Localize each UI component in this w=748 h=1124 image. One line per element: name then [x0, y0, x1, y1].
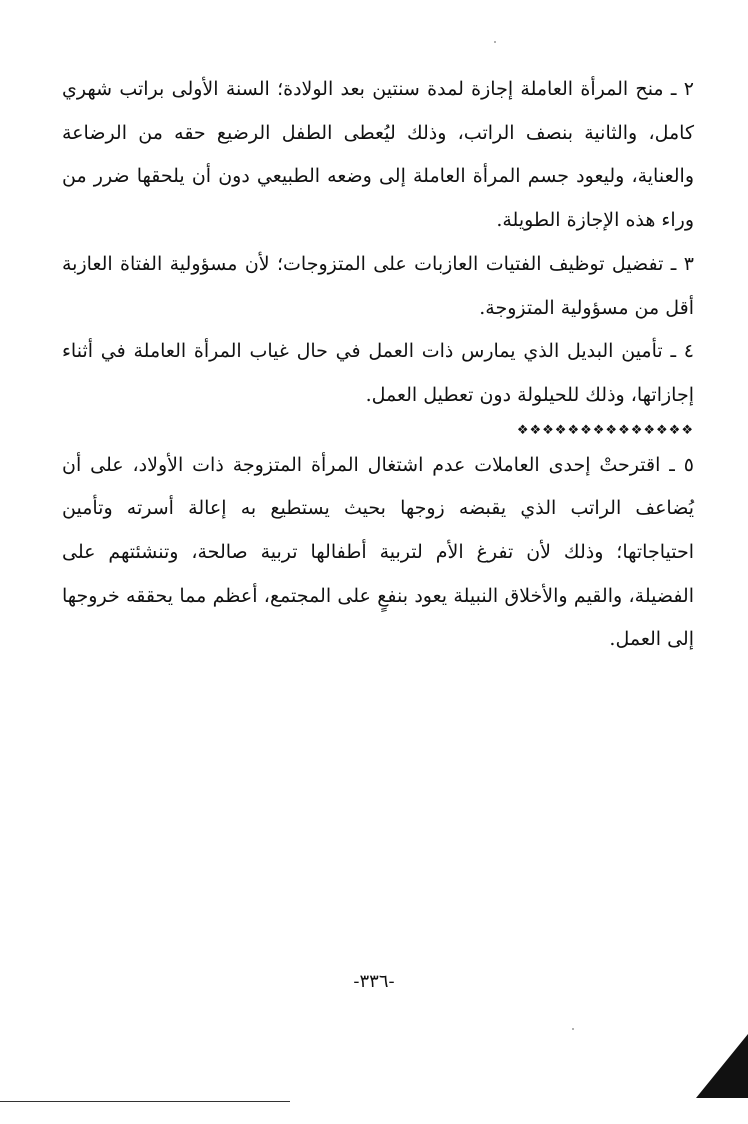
scan-speck: [494, 41, 496, 43]
corner-triangle-mark: [696, 1034, 748, 1098]
paragraph-4: ٤ ـ تأمين البديل الذي يمارس ذات العمل في حال غياب المرأة العاملة في أثناء إجازاتها، وذلك للحيلولة دون تعطيل العمل.: [62, 340, 694, 406]
bottom-rule: [0, 1101, 290, 1102]
section-separator: ❖❖❖❖❖❖❖❖❖❖❖❖❖❖: [516, 422, 694, 438]
paragraph-3: ٣ ـ تفضيل توظيف الفتيات العازبات على المتزوجات؛ لأن مسؤولية الفتاة العازبة أقل من مسؤولية المتزوجة.: [62, 252, 694, 319]
paragraph-2: ٢ ـ منح المرأة العاملة إجازة لمدة سنتين بعد الولادة؛ السنة الأولى براتب شهري كامل، والثانية بنصف الراتب، وذلك ليُعطى الطفل الرضيع حقه من الرضاعة والعناية، وليعود جسم المرأة العاملة إلى وضعه الطبيعي دون أن يلحقها ضرر من وراء هذه الإجازة الطويلة.: [62, 78, 694, 232]
page-number: -٣٣٦-: [353, 971, 395, 992]
scan-speck: [572, 1028, 574, 1030]
body-text: [62, 68, 694, 662]
paragraph-5: ٥ ـ اقترحتْ إحدى العاملات عدم اشتغال المرأة المتزوجة ذات الأولاد، على أن يُضاعف الراتب الذي يقبضه زوجها بحيث يستطيع به إعالة أسرته وتأمين احتياجاتها؛ وذلك لأن تفرغ الأم لتربية أطفالها تربية صالحة، وتنشئتهم على الفضيلة، والقيم والأخلاق النبيلة يعود بنفعٍ على المجتمع، أعظم مما يحققه خروجها إلى العمل.: [62, 453, 694, 651]
